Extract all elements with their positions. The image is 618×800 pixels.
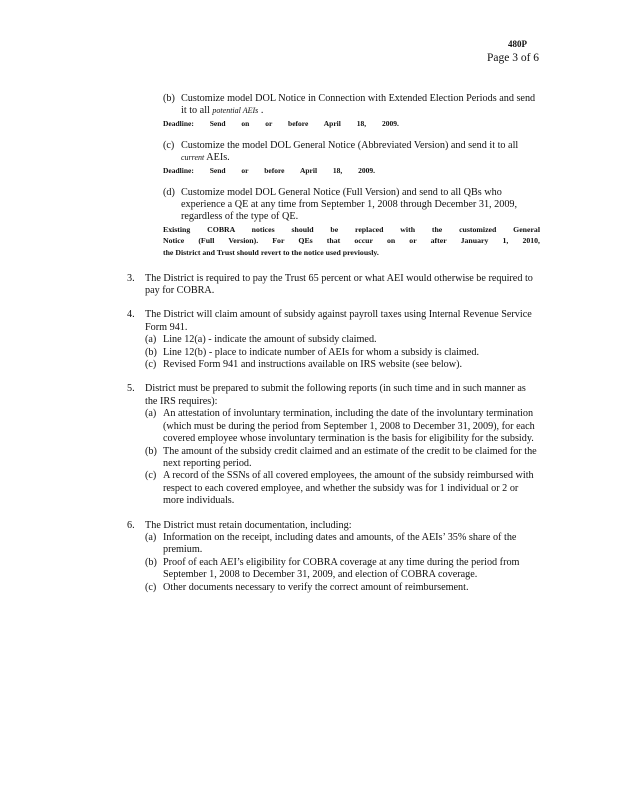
subitem-b [145,93,540,118]
list-item [145,347,540,359]
subitem-marker: (c) [145,359,157,371]
note-line: the District and Trust should revert to the notice used previously. [163,248,379,258]
item-text: The District must retain documentation, including: [145,519,352,531]
subitem-text: Information on the receipt, including dates and amounts, of the AEIs’ 35% share of the premium. [163,531,517,556]
item-5 [127,383,540,507]
subitem-text-end: . [260,105,264,117]
subitem-text: An attestation of involuntary termination, including the date of the involuntary termination (which must be during the period from September 1, 2008 to December 31, 2009), for each covered employee whose involuntary termination is the basis for eligibility for the subsidy. [163,408,535,445]
deadline-c: Deadline: Send or before April 18, 2009. [163,165,376,175]
subitem-text: Proof of each AEI’s eligibility for COBRA coverage at any time during the period from September 1, 2008 to December 31, 2009, and election of COBRA coverage. [163,556,520,581]
item-4 [127,309,540,371]
document-body [127,93,540,594]
subitem-text: Other documents necessary to verify the correct amount of reimbursement. [163,581,469,593]
document-code: 480P [508,39,527,49]
note-line: Existing COBRA notices should be replaced with the customized General [163,224,540,234]
subitem-marker: (b) [145,445,157,457]
subitem-text: The amount of the subsidy credit claimed and an estimate of the credit to be claimed for the next reporting period. [163,445,537,469]
subitem-text: Line 12(a) - indicate the amount of subsidy claimed. [163,334,377,346]
notice-note [163,224,540,259]
subitem-marker: (a) [145,531,157,543]
item-number: 6. [127,519,135,531]
page-number: Page 3 of 6 [487,52,540,64]
italic-term: current [181,153,205,163]
subitem-marker: (a) [145,334,157,346]
subitem-text: Revised Form 941 and instructions available on IRS website (see below). [163,359,463,371]
item-text: District must be prepared to submit the following reports (in such time and in such manner as the IRS requires): [145,383,526,407]
subitem-marker: (b) [163,93,175,104]
subitem-marker: (b) [145,556,157,568]
list-item [145,532,540,557]
subitem-text: A record of the SSNs of all covered employees, the amount of the subsidy reimbursed with respect to each covered employee, and whether the subsidy was for 1 individual or 2 or more individuals. [163,470,534,507]
subitem-text-end: AEIs. [206,152,230,164]
item-number: 5. [127,383,135,395]
list-item [145,582,540,594]
subitem-text: Line 12(b) - place to indicate number of AEIs for whom a subsidy is claimed. [163,346,480,358]
deadline-b: Deadline: Send on or before April 18, 2009. [163,118,399,128]
list-item [145,470,540,507]
subitem-marker: (b) [145,346,157,358]
note-line: Notice (Full Version). For QEs that occur on or after January 1, 2010, [163,236,540,246]
list-item [145,408,540,445]
item-3 [127,273,540,298]
subitem-text: Customize model DOL General Notice (Full Version) and send to all QBs who experience a QE at any time from September 1, 2008 through December 31, 2009, regardless of the type of QE. [181,186,518,223]
subitem-marker: (c) [145,581,157,593]
italic-term: potential AEIs [212,106,259,116]
subitem-text: Customize the model DOL General Notice (Abbreviated Version) and send it to all [181,139,519,151]
list-item [145,446,540,471]
subitem-d [145,187,540,224]
subitem-marker: (c) [163,139,175,151]
subitem-marker: (d) [163,186,175,198]
item-text: The District will claim amount of subsidy against payroll taxes using Internal Revenue Service Form 941. [145,309,532,333]
list-item [145,359,540,371]
item-number: 4. [127,309,135,321]
item-text: The District is required to pay the Trust 65 percent or what AEI would otherwise be required to pay for COBRA. [145,272,533,297]
list-item [145,334,540,346]
subitem-c [145,140,540,165]
subitem-text: Customize model DOL Notice in Connection with Extended Election Periods and send it to all [181,93,536,117]
item-number: 3. [127,272,135,284]
list-item [145,557,540,582]
subitem-marker: (a) [145,408,157,420]
subitem-marker: (c) [145,470,157,482]
item-6 [127,520,540,594]
